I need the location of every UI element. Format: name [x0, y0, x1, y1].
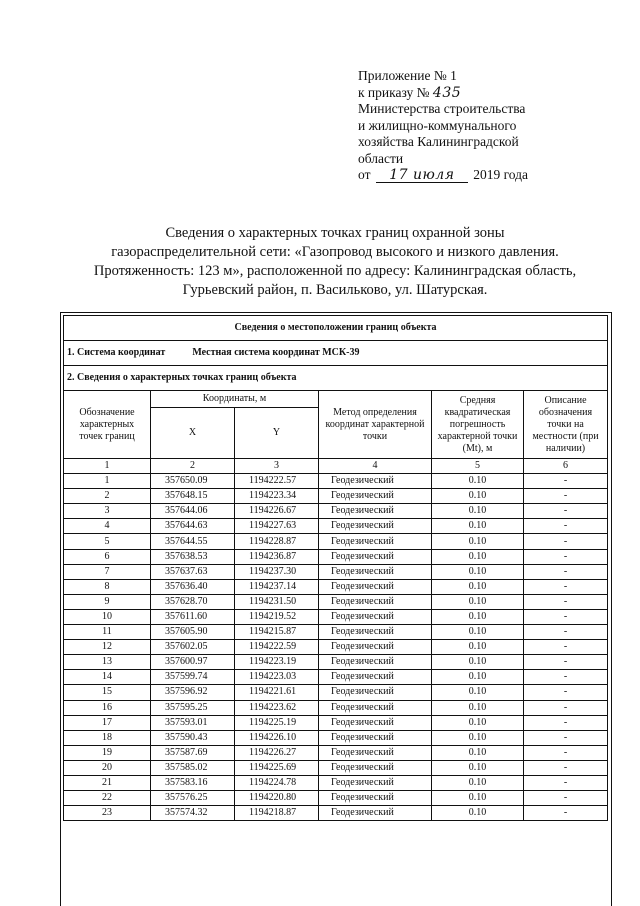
x-coordinate: 357637.63	[151, 564, 235, 579]
y-coordinate: 1194236.87	[235, 549, 319, 564]
accuracy-cell: 0.10	[432, 474, 524, 489]
accuracy-cell: 0.10	[432, 579, 524, 594]
method-cell: Геодезический	[319, 534, 432, 549]
method-cell: Геодезический	[319, 760, 432, 775]
order-prefix: к приказу №	[358, 84, 430, 100]
method-cell: Геодезический	[319, 609, 432, 624]
appendix-block	[358, 68, 608, 184]
point-number: 9	[64, 594, 151, 609]
y-coordinate: 1194222.59	[235, 640, 319, 655]
description-cell: -	[524, 579, 608, 594]
y-coordinate: 1194223.34	[235, 489, 319, 504]
x-coordinate: 357636.40	[151, 579, 235, 594]
y-coordinate: 1194226.67	[235, 504, 319, 519]
description-cell: -	[524, 534, 608, 549]
method-cell: Геодезический	[319, 594, 432, 609]
point-number: 12	[64, 640, 151, 655]
title-line-2: газораспределительной сети: «Газопровод высокого и низкого давления.	[111, 244, 559, 260]
accuracy-cell: 0.10	[432, 655, 524, 670]
table-row	[64, 775, 608, 790]
method-cell: Геодезический	[319, 700, 432, 715]
accuracy-cell: 0.10	[432, 609, 524, 624]
description-cell: -	[524, 625, 608, 640]
x-coordinate: 357628.70	[151, 594, 235, 609]
y-coordinate: 1194223.19	[235, 655, 319, 670]
date-handwritten: 17 июля	[376, 169, 468, 183]
accuracy-cell: 0.10	[432, 670, 524, 685]
point-number: 22	[64, 791, 151, 806]
point-number: 13	[64, 655, 151, 670]
description-cell: -	[524, 549, 608, 564]
method-cell: Геодезический	[319, 564, 432, 579]
column-number: 1	[64, 459, 151, 474]
description-cell: -	[524, 564, 608, 579]
table-row	[64, 534, 608, 549]
y-coordinate: 1194222.57	[235, 474, 319, 489]
col-y-header: Y	[235, 408, 319, 459]
x-coordinate: 357600.97	[151, 655, 235, 670]
table-row	[64, 715, 608, 730]
x-coordinate: 357638.53	[151, 549, 235, 564]
table-row	[64, 670, 608, 685]
y-coordinate: 1194237.30	[235, 564, 319, 579]
ministry-line-4: области	[358, 150, 404, 166]
column-number: 4	[319, 459, 432, 474]
table-row	[64, 625, 608, 640]
table-row	[64, 579, 608, 594]
point-number: 14	[64, 670, 151, 685]
col-description-header: Описание обозначения точки на местности (при наличии)	[524, 391, 608, 459]
x-coordinate: 357585.02	[151, 760, 235, 775]
accuracy-cell: 0.10	[432, 564, 524, 579]
accuracy-cell: 0.10	[432, 745, 524, 760]
method-cell: Геодезический	[319, 519, 432, 534]
point-number: 4	[64, 519, 151, 534]
table-row	[64, 806, 608, 821]
point-number: 18	[64, 730, 151, 745]
point-number: 19	[64, 745, 151, 760]
title-line-3: Протяженность: 123 м», расположенной по адресу: Калининградская область,	[93, 263, 577, 279]
point-number: 16	[64, 700, 151, 715]
x-coordinate: 357599.74	[151, 670, 235, 685]
accuracy-cell: 0.10	[432, 625, 524, 640]
col-x-header: X	[151, 408, 235, 459]
y-coordinate: 1194225.19	[235, 715, 319, 730]
ministry-line-1: Министерства строительства	[358, 101, 526, 116]
description-cell: -	[524, 670, 608, 685]
accuracy-cell: 0.10	[432, 594, 524, 609]
table-row	[64, 730, 608, 745]
x-coordinate: 357605.90	[151, 625, 235, 640]
description-cell: -	[524, 504, 608, 519]
col-point-header: Обозначение характерных точек границ	[64, 391, 151, 459]
accuracy-cell: 0.10	[432, 730, 524, 745]
date-line	[358, 167, 608, 184]
boundary-points-table	[63, 315, 608, 821]
table-row	[64, 609, 608, 624]
point-number: 2	[64, 489, 151, 504]
boundary-points-section: 2. Сведения о характерных точках границ объекта	[64, 366, 608, 391]
order-number: 435	[432, 84, 462, 101]
col-accuracy-header: Средняя квадратическая погрешность характерной точки (Mt), м	[432, 391, 524, 459]
table-main-header: Сведения о местоположении границ объекта	[64, 316, 608, 341]
point-number: 7	[64, 564, 151, 579]
y-coordinate: 1194226.10	[235, 730, 319, 745]
table-row	[64, 564, 608, 579]
document-title	[60, 224, 610, 300]
x-coordinate: 357590.43	[151, 730, 235, 745]
coordinate-system-value: Местная система координат МСК-39	[192, 347, 360, 358]
table-row	[64, 700, 608, 715]
x-coordinate: 357576.25	[151, 791, 235, 806]
method-cell: Геодезический	[319, 715, 432, 730]
method-cell: Геодезический	[319, 730, 432, 745]
appendix-title: Приложение № 1	[358, 68, 457, 83]
title-line-1: Сведения о характерных точках границ охранной зоны	[165, 225, 505, 241]
table-row	[64, 504, 608, 519]
method-cell: Геодезический	[319, 791, 432, 806]
accuracy-cell: 0.10	[432, 700, 524, 715]
column-number: 2	[151, 459, 235, 474]
x-coordinate: 357587.69	[151, 745, 235, 760]
y-coordinate: 1194219.52	[235, 609, 319, 624]
y-coordinate: 1194223.03	[235, 670, 319, 685]
description-cell: -	[524, 775, 608, 790]
accuracy-cell: 0.10	[432, 806, 524, 821]
column-number: 3	[235, 459, 319, 474]
description-cell: -	[524, 685, 608, 700]
y-coordinate: 1194231.50	[235, 594, 319, 609]
method-cell: Геодезический	[319, 775, 432, 790]
table-row	[64, 519, 608, 534]
accuracy-cell: 0.10	[432, 715, 524, 730]
ministry-line-3: хозяйства Калининградской	[358, 134, 519, 149]
description-cell: -	[524, 700, 608, 715]
point-number: 15	[64, 685, 151, 700]
y-coordinate: 1194227.63	[235, 519, 319, 534]
description-cell: -	[524, 655, 608, 670]
description-cell: -	[524, 640, 608, 655]
table-row	[64, 745, 608, 760]
y-coordinate: 1194220.80	[235, 791, 319, 806]
x-coordinate: 357595.25	[151, 700, 235, 715]
coordinate-system-row	[64, 341, 608, 366]
description-cell: -	[524, 730, 608, 745]
description-cell: -	[524, 594, 608, 609]
accuracy-cell: 0.10	[432, 640, 524, 655]
x-coordinate: 357596.92	[151, 685, 235, 700]
point-number: 5	[64, 534, 151, 549]
method-cell: Геодезический	[319, 655, 432, 670]
y-coordinate: 1194215.87	[235, 625, 319, 640]
point-number: 17	[64, 715, 151, 730]
accuracy-cell: 0.10	[432, 489, 524, 504]
table-row	[64, 640, 608, 655]
table-row	[64, 594, 608, 609]
accuracy-cell: 0.10	[432, 549, 524, 564]
accuracy-cell: 0.10	[432, 685, 524, 700]
x-coordinate: 357644.55	[151, 534, 235, 549]
accuracy-cell: 0.10	[432, 760, 524, 775]
method-cell: Геодезический	[319, 670, 432, 685]
method-cell: Геодезический	[319, 625, 432, 640]
x-coordinate: 357593.01	[151, 715, 235, 730]
description-cell: -	[524, 474, 608, 489]
y-coordinate: 1194218.87	[235, 806, 319, 821]
y-coordinate: 1194226.27	[235, 745, 319, 760]
table-row	[64, 655, 608, 670]
point-number: 20	[64, 760, 151, 775]
x-coordinate: 357574.32	[151, 806, 235, 821]
accuracy-cell: 0.10	[432, 504, 524, 519]
method-cell: Геодезический	[319, 549, 432, 564]
date-prefix: от	[358, 167, 371, 182]
accuracy-cell: 0.10	[432, 775, 524, 790]
method-cell: Геодезический	[319, 489, 432, 504]
description-cell: -	[524, 791, 608, 806]
table-row	[64, 685, 608, 700]
x-coordinate: 357644.06	[151, 504, 235, 519]
y-coordinate: 1194221.61	[235, 685, 319, 700]
column-number: 5	[432, 459, 524, 474]
date-suffix: 2019 года	[473, 167, 529, 182]
point-number: 23	[64, 806, 151, 821]
col-method-header: Метод определения координат характерной точки	[319, 391, 432, 459]
point-number: 8	[64, 579, 151, 594]
x-coordinate: 357644.63	[151, 519, 235, 534]
description-cell: -	[524, 806, 608, 821]
description-cell: -	[524, 519, 608, 534]
y-coordinate: 1194237.14	[235, 579, 319, 594]
method-cell: Геодезический	[319, 474, 432, 489]
method-cell: Геодезический	[319, 685, 432, 700]
table-row	[64, 489, 608, 504]
x-coordinate: 357602.05	[151, 640, 235, 655]
table-row	[64, 474, 608, 489]
x-coordinate: 357650.09	[151, 474, 235, 489]
point-number: 11	[64, 625, 151, 640]
description-cell: -	[524, 715, 608, 730]
col-coords-header: Координаты, м	[151, 391, 319, 408]
point-number: 1	[64, 474, 151, 489]
description-cell: -	[524, 745, 608, 760]
method-cell: Геодезический	[319, 745, 432, 760]
method-cell: Геодезический	[319, 504, 432, 519]
x-coordinate: 357611.60	[151, 609, 235, 624]
accuracy-cell: 0.10	[432, 519, 524, 534]
title-line-4: Гурьевский район, п. Васильково, ул. Шатурская.	[182, 282, 488, 298]
ministry-line-2: и жилищно-коммунального	[358, 117, 517, 133]
accuracy-cell: 0.10	[432, 791, 524, 806]
method-cell: Геодезический	[319, 579, 432, 594]
y-coordinate: 1194228.87	[235, 534, 319, 549]
y-coordinate: 1194224.78	[235, 775, 319, 790]
description-cell: -	[524, 489, 608, 504]
coordinate-system-label: 1. Система координат	[67, 347, 166, 358]
table-row	[64, 549, 608, 564]
table-row	[64, 760, 608, 775]
y-coordinate: 1194225.69	[235, 760, 319, 775]
column-numbers-row	[64, 459, 608, 474]
description-cell: -	[524, 609, 608, 624]
description-cell: -	[524, 760, 608, 775]
y-coordinate: 1194223.62	[235, 700, 319, 715]
point-number: 21	[64, 775, 151, 790]
method-cell: Геодезический	[319, 640, 432, 655]
point-number: 6	[64, 549, 151, 564]
accuracy-cell: 0.10	[432, 534, 524, 549]
method-cell: Геодезический	[319, 806, 432, 821]
column-number: 6	[524, 459, 608, 474]
x-coordinate: 357648.15	[151, 489, 235, 504]
table-row	[64, 791, 608, 806]
boundary-table-frame	[60, 312, 612, 906]
point-number: 10	[64, 609, 151, 624]
point-number: 3	[64, 504, 151, 519]
x-coordinate: 357583.16	[151, 775, 235, 790]
order-line	[358, 85, 608, 102]
